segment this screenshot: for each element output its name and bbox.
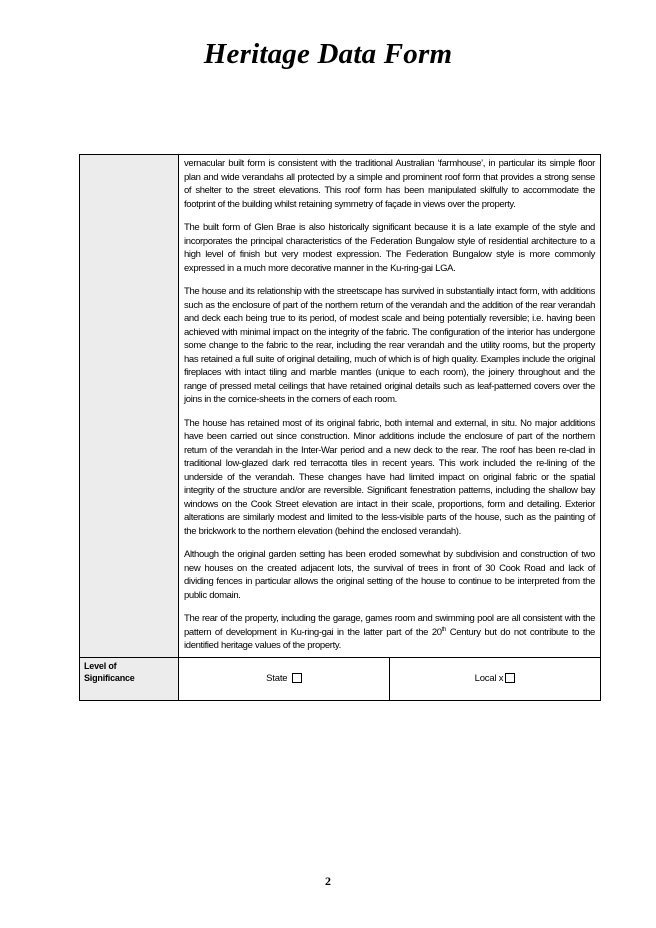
paragraph-streetscape: The house and its relationship with the streetscape has survived in substantially intact form, with additions such as the enclosure of part of the northern return of the verandah and the addition of the rear verandah and deck each being true to its period, of modest scale and being potentially reversible; i.e. having been achieved with minimal impact on the integrity of the fabric. The configuration of the interior has undergone some change to the fabric to the rear, including the rear verandah and the utility rooms, but the property has retained a full suite of original detailing, much of which is of high quality. Examples include the original fireplaces with intact tiling and marble mantles (unique to each room), the joinery throughout and the range of pressed metal ceilings that have retained original details such as leaf-patterned covers over the joins in the cornice-sheets in the corners of each room.	[184, 286, 595, 405]
statement-content-cell	[179, 155, 601, 658]
paragraph-original-fabric: The house has retained most of its original fabric, both internal and external, in situ. No major additions have been carried out since construction. Minor additions include the enclosure of part of the northern return of the verandah in the Inter-War period and a new deck to the rear. The roof has been re-clad in traditional low-glazed dark red terracotta tiles in recent years. This work included the re-lining of the underside of the verandah. These changes have had limited impact on original fabric or the spatial integrity of the structure and/or are reversible. Significant fenestration patterns, including the shallow bay windows on the Cook Street elevation are intact in their scale, proportions, form and detailing. Exterior alterations are similarly modest and limited to the less-visible parts of the house, such as the painting of the brickwork to the northern elevation (behind the enclosed verandah).	[184, 417, 595, 537]
significance-label-line2: Significance	[84, 672, 135, 683]
statement-row	[80, 155, 601, 658]
ordinal-suffix: th	[441, 626, 447, 633]
rear-property-text-start: The rear of the property, including the garage, games room and swimming pool are all consistent with the pattern of development in Ku-ring-gai in the latter part of the 20	[184, 613, 595, 638]
heritage-form-table	[79, 154, 601, 701]
paragraph-vernacular-form: vernacular built form is consistent with the traditional Australian ‘farmhouse’, in particular its simple floor plan and wide verandahs all protected by a simple and prominent roof form that provides a strong sense of shelter to the street elevations. This roof form has been manipulated skilfully to accommodate the footprint of the building whilst retaining symmetry of façade in views over the property.	[184, 158, 595, 210]
paragraph-garden-setting: Although the original garden setting has been eroded somewhat by subdivision and construction of two new houses on the created adjacent lots, the survival of trees in front of 30 Cook Road and lack of dividing fences in particular allows the original setting of the house to continue to be interpreted from the public domain.	[184, 549, 595, 601]
local-label: Local x	[474, 673, 504, 684]
rear-property-text-end: Century but do not contribute to the identified heritage values of the property.	[184, 626, 595, 651]
significance-row	[80, 657, 601, 700]
state-checkbox[interactable]	[292, 673, 302, 683]
page-title: Heritage Data Form	[203, 38, 453, 70]
paragraph-rear-property	[184, 612, 595, 653]
significance-label-line1: Level of	[84, 660, 117, 671]
local-checkbox[interactable]	[505, 673, 515, 683]
row-label-cell	[80, 155, 179, 658]
local-cell	[390, 657, 601, 700]
page-number: 2	[325, 874, 331, 888]
state-cell	[179, 657, 390, 700]
paragraph-built-form: The built form of Glen Brae is also historically significant because it is a late example of the style and incorporates the principal characteristics of the Federation Bungalow style of residential architecture to a high level of finish but very modest expression. The Federation Bungalow style is more commonly expressed in a much more decorative manner in the Ku-ring-gai LGA.	[184, 222, 595, 274]
state-label: State	[266, 673, 288, 684]
significance-label-cell	[80, 657, 179, 700]
